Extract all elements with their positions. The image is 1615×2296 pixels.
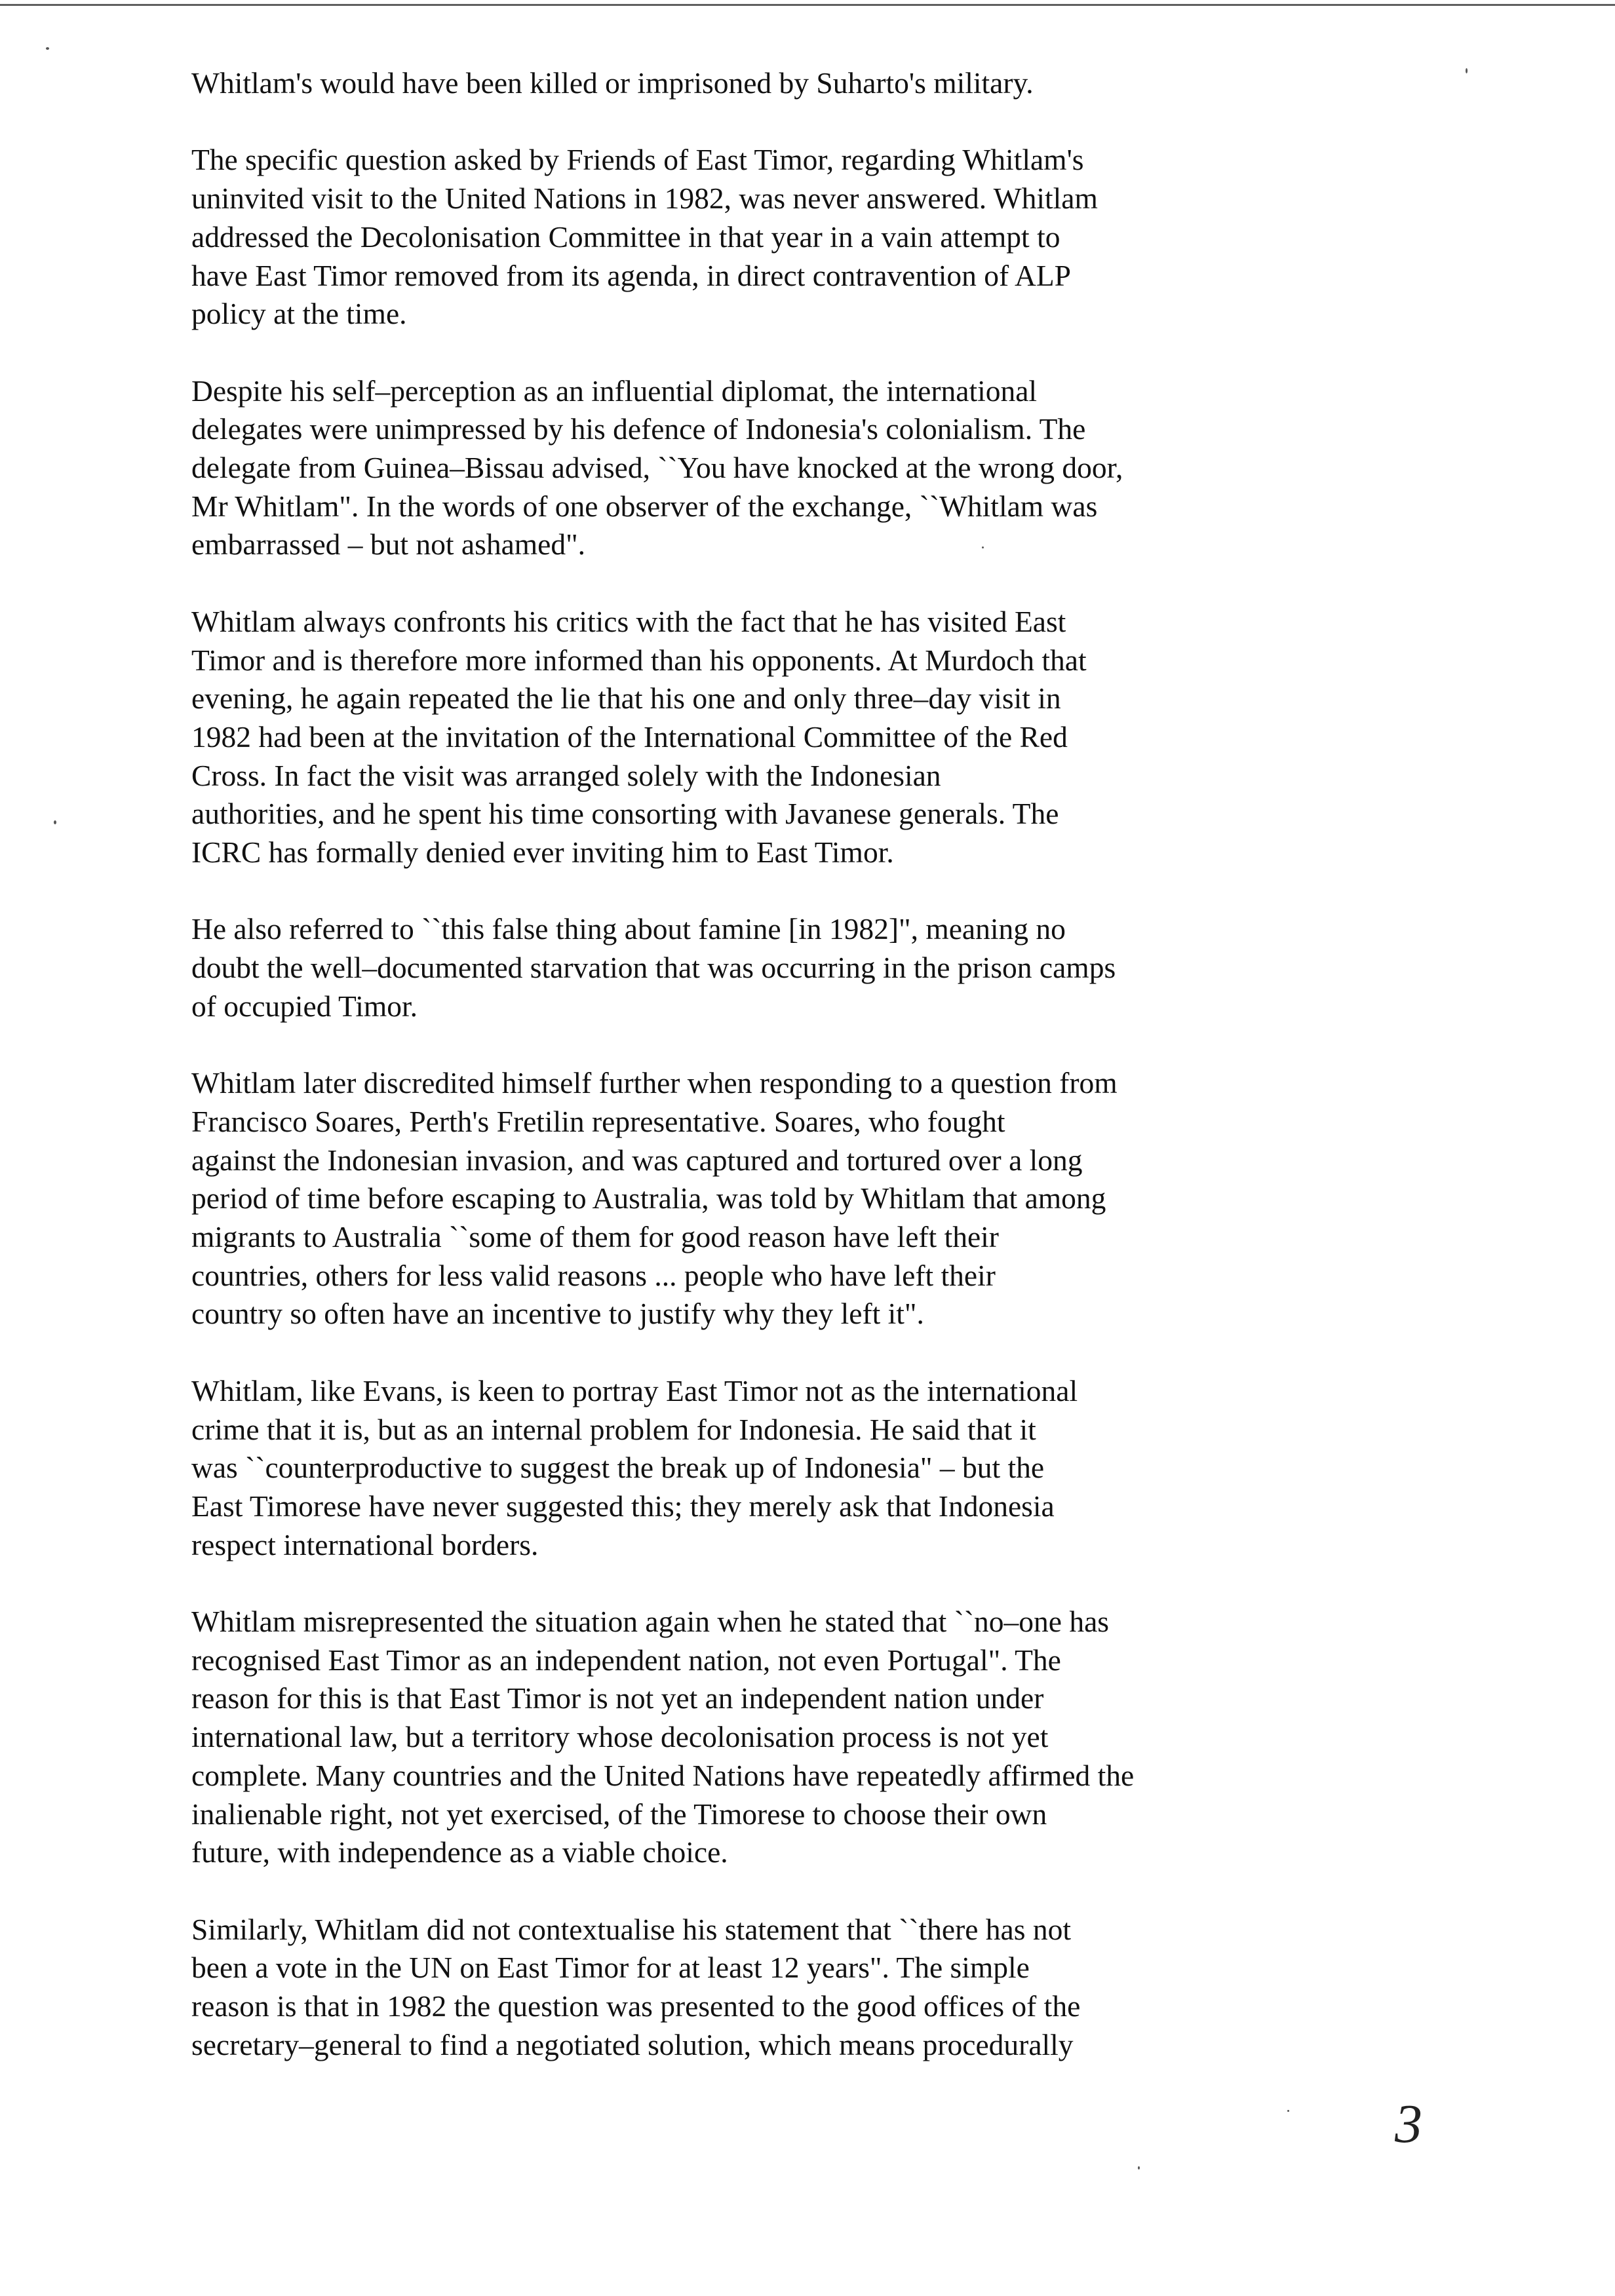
paragraph [191, 64, 1319, 103]
text-line: against the Indonesian invasion, and was captured and tortured over a long [191, 1143, 1083, 1177]
text-line: respect international borders. [191, 1527, 539, 1561]
text-line: uninvited visit to the United Nations in 1982, was never answered. Whitlam [191, 182, 1098, 216]
text-line: evening, he again repeated the lie that his one and only three–day visit in [191, 681, 1061, 716]
paragraph [191, 1911, 1319, 2065]
text-line: doubt the well–documented starvation that was occurring in the prison camps [191, 951, 1116, 985]
text-line: ICRC has formally denied ever inviting him to East Timor. [191, 835, 894, 870]
text-line: authorities, and he spent his time consorting with Javanese generals. The [191, 797, 1059, 831]
text-line: crime that it is, but as an internal problem for Indonesia. He said that it [191, 1412, 1036, 1446]
scan-speck [1138, 2166, 1140, 2170]
paragraph [191, 1603, 1319, 1872]
text-line: Cross. In fact the visit was arranged solely with the Indonesian [191, 758, 941, 792]
scan-speck [46, 47, 49, 50]
text-line: of occupied Timor. [191, 989, 418, 1023]
text-line: reason is that in 1982 the question was presented to the good offices of the [191, 1989, 1081, 2023]
scan-speck [1287, 2110, 1289, 2112]
paragraph [191, 1372, 1319, 1565]
text-line: delegates were unimpressed by his defence of Indonesia's colonialism. The [191, 412, 1086, 446]
text-line: reason for this is that East Timor is not yet an independent nation under [191, 1681, 1044, 1715]
text-line: Similarly, Whitlam did not contextualise his statement that ``there has not [191, 1912, 1071, 1946]
text-line: country so often have an incentive to justify why they left it". [191, 1297, 924, 1331]
text-line: international law, but a territory whose decolonisation process is not yet [191, 1720, 1049, 1754]
text-line: Whitlam, like Evans, is keen to portray East Timor not as the international [191, 1373, 1078, 1407]
paragraph [191, 372, 1319, 565]
text-line: policy at the time. [191, 297, 407, 331]
text-line: Whitlam always confronts his critics with the fact that he has visited East [191, 604, 1066, 638]
text-line: complete. Many countries and the United Nations have repeatedly affirmed the [191, 1758, 1135, 1792]
text-line: addressed the Decolonisation Committee in that year in a vain attempt to [191, 220, 1060, 254]
text-line: 1982 had been at the invitation of the International Committee of the Red [191, 719, 1068, 754]
page-number: 3 [1395, 2094, 1422, 2154]
document-body [191, 64, 1319, 2064]
text-line: have East Timor removed from its agenda, in direct contravention of ALP [191, 258, 1071, 292]
top-edge-rule [0, 4, 1615, 6]
text-line: Whitlam later discredited himself further when responding to a question from [191, 1066, 1118, 1100]
scan-speck [982, 546, 984, 548]
text-line: The specific question asked by Friends of East Timor, regarding Whitlam's [191, 143, 1084, 177]
text-line: Mr Whitlam". In the words of one observer of the exchange, ``Whitlam was [191, 489, 1098, 523]
text-line: secretary–general to find a negotiated solution, which means procedurally [191, 2027, 1074, 2061]
text-line: inalienable right, not yet exercised, of the Timorese to choose their own [191, 1797, 1047, 1831]
text-line: Despite his self–perception as an influential diplomat, the international [191, 373, 1038, 408]
text-line: delegate from Guinea–Bissau advised, ``You have knocked at the wrong door, [191, 451, 1123, 484]
text-line: future, with independence as a viable choice. [191, 1835, 728, 1869]
scan-speck [54, 820, 56, 824]
scan-speck [1466, 68, 1468, 73]
text-line: was ``counterproductive to suggest the break up of Indonesia" – but the [191, 1451, 1045, 1485]
text-line: recognised East Timor as an independent nation, not even Portugal". The [191, 1643, 1061, 1677]
paragraph [191, 141, 1319, 334]
text-line: embarrassed – but not ashamed". [191, 527, 586, 562]
paragraph [191, 910, 1319, 1025]
text-line: He also referred to ``this false thing about famine [in 1982]", meaning no [191, 912, 1066, 946]
text-line: Whitlam's would have been killed or imprisoned by Suharto's military. [191, 66, 1034, 100]
text-line: Whitlam misrepresented the situation again when he stated that ``no–one has [191, 1605, 1109, 1639]
text-line: migrants to Australia ``some of them for good reason have left their [191, 1220, 999, 1254]
paragraph [191, 1064, 1319, 1333]
paragraph [191, 603, 1319, 872]
text-line: East Timorese have never suggested this; they merely ask that Indonesia [191, 1489, 1055, 1523]
text-line: Timor and is therefore more informed than his opponents. At Murdoch that [191, 643, 1087, 677]
text-line: period of time before escaping to Australia, was told by Whitlam that among [191, 1181, 1106, 1215]
text-line: been a vote in the UN on East Timor for at least 12 years". The simple [191, 1951, 1030, 1985]
text-line: countries, others for less valid reasons ... people who have left their [191, 1258, 996, 1292]
text-line: Francisco Soares, Perth's Fretilin representative. Soares, who fought [191, 1104, 1005, 1138]
